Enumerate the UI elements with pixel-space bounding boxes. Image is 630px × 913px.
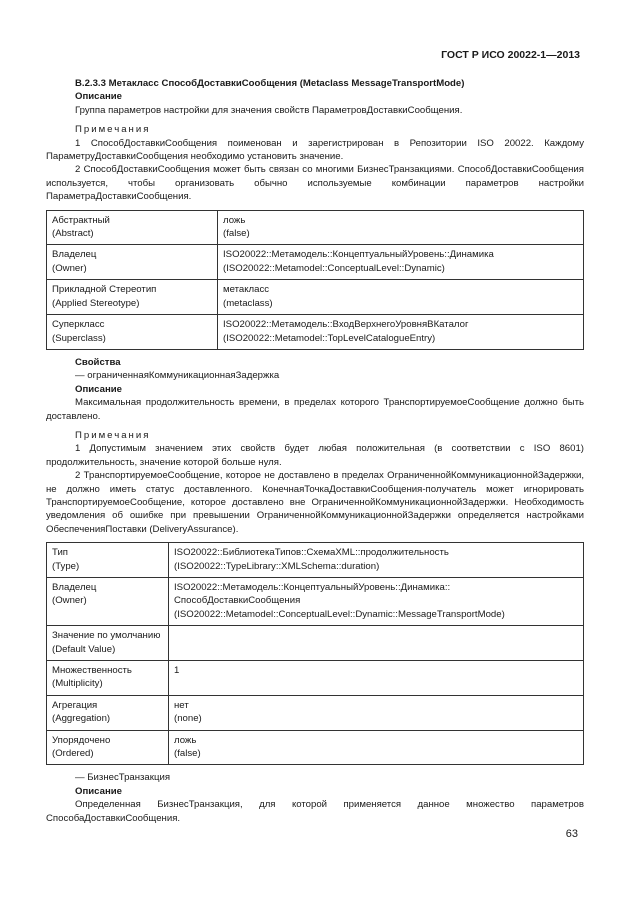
attribute-name-cell — [47, 210, 218, 245]
attribute-name-ru: Тип — [52, 547, 68, 559]
attribute-name-ru: Множественность — [52, 665, 132, 677]
attribute-value-cell — [218, 210, 584, 245]
property-attributes-table — [46, 542, 584, 765]
document-header: ГОСТ Р ИСО 20022-1—2013 — [441, 49, 580, 61]
note-text: 1 СпособДоставкиСообщения поименован и зарегистрирован в Репозитории ISO 20022. Каждому ПараметруДоставкиСообщения необходимо установить значение. — [46, 137, 584, 163]
attribute-name-en: (Type) — [52, 560, 80, 572]
attribute-name-en: (Owner) — [52, 262, 87, 274]
attribute-name-cell — [47, 543, 169, 578]
attribute-value-cell — [169, 626, 584, 661]
table-row — [47, 543, 584, 578]
attribute-value-cell — [169, 730, 584, 765]
attribute-name-en: (Multiplicity) — [52, 678, 103, 690]
attribute-value-line: ISO20022::Метамодель::ВходВерхнегоУровняВКаталог — [223, 319, 469, 331]
note-text: 2 ТранспортируемоеСообщение, которое не доставлено в пределах ОграниченнойКоммуникационнойЗадержки, не должно иметь статус доставленного. КонечнаяТочкаДоставкиСообщения-получатель может игнорировать ТранспортируемоеСообщение, которое доставлено вне ОграниченнойКоммуникационнойЗадержки. Необходимость уведомления об ошибке при превышении ОграниченнойКоммуникационнойЗадержки определяется настройками ОбеспеченияПоставки (DeliveryAssurance). — [46, 470, 584, 535]
description-heading: Описание — [75, 91, 122, 103]
attribute-name-en: (Superclass) — [52, 332, 106, 344]
attribute-name-ru: Значение по умолчанию — [52, 630, 161, 642]
attribute-name-en: (Applied Stereotype) — [52, 297, 140, 309]
attribute-value-line: (ISO20022::Metamodel::ConceptualLevel::Dynamic::MessageTransportMode) — [174, 608, 505, 620]
attribute-value-cell — [169, 661, 584, 696]
attribute-name-en: (Aggregation) — [52, 713, 111, 725]
attribute-value-line: ложь — [174, 734, 197, 746]
table-row — [47, 730, 584, 765]
properties-heading: Свойства — [75, 356, 121, 368]
attribute-value-line: нет — [174, 699, 189, 711]
attribute-name-en: (Owner) — [52, 595, 87, 607]
table-row — [47, 245, 584, 280]
table-row — [47, 210, 584, 245]
description-heading: Описание — [75, 383, 122, 395]
attribute-name-cell — [47, 315, 218, 350]
attribute-value-line: ISO20022::Метамодель::КонцептуальныйУровень::Динамика — [223, 249, 494, 261]
page-content — [46, 77, 584, 825]
attribute-value-line: (none) — [174, 713, 202, 725]
notes-heading: Примечания — [75, 429, 151, 441]
attribute-name-ru: Прикладной Стереотип — [52, 284, 157, 296]
attribute-name-ru: Упорядочено — [52, 734, 111, 746]
attribute-name-ru: Агрегация — [52, 699, 98, 711]
description-text: Максимальная продолжительность времени, в пределах которого ТранспортируемоеСообщение должно быть доставлено. — [46, 397, 584, 422]
attribute-value-line: (ISO20022::TypeLibrary::XMLSchema::duration) — [174, 560, 380, 572]
description-heading: Описание — [75, 785, 122, 797]
attribute-value-line: (ISO20022::Metamodel::ConceptualLevel::Dynamic) — [223, 262, 445, 274]
table-row — [47, 578, 584, 626]
attribute-name-cell — [47, 695, 169, 730]
section-title: B.2.3.3 Метакласс СпособДоставкиСообщения (Metaclass MessageTransportMode) — [75, 78, 465, 89]
note-text: 2 СпособДоставкиСообщения может быть связан со многими БизнесТранзакциями. СпособДоставкиСообщения используется, чтобы организовать обычно используемые комбинации параметров настройки ПараметраДоставкиСообщения. — [46, 164, 584, 203]
attribute-value-line: (false) — [223, 228, 250, 240]
attribute-value-cell — [218, 245, 584, 280]
attribute-value-line: метакласс — [223, 284, 270, 296]
attribute-value-cell — [169, 578, 584, 626]
attribute-value-cell — [218, 315, 584, 350]
table-row — [47, 695, 584, 730]
table-row — [47, 280, 584, 315]
attribute-value-line: ложь — [223, 214, 246, 226]
attribute-name-cell — [47, 280, 218, 315]
attribute-value-line: СпособДоставкиСообщения — [174, 595, 301, 607]
notes-heading: Примечания — [75, 124, 151, 136]
attribute-value-line: (ISO20022::Metamodel::TopLevelCatalogueEntry) — [223, 332, 436, 344]
attribute-value-line: 1 — [174, 665, 180, 677]
attribute-name-en: (Abstract) — [52, 228, 94, 240]
description-text: Группа параметров настройки для значения свойств ПараметровДоставкиСообщения. — [75, 104, 463, 116]
attribute-value-line: ISO20022::БиблиотекаТипов::СхемаXML::продолжительность — [174, 547, 449, 559]
attribute-name-cell — [47, 730, 169, 765]
table-row — [47, 626, 584, 661]
table-row — [47, 661, 584, 696]
property-name: — БизнесТранзакция — [75, 772, 171, 784]
property-name: — ограниченнаяКоммуникационнаяЗадержка — [75, 370, 280, 382]
attribute-name-cell — [47, 661, 169, 696]
attribute-value-cell — [169, 543, 584, 578]
attribute-value-line: (false) — [174, 748, 201, 760]
attribute-name-cell — [47, 245, 218, 280]
attribute-name-ru: Владелец — [52, 249, 97, 261]
attribute-value-line: (metaclass) — [223, 297, 273, 309]
attribute-name-cell — [47, 578, 169, 626]
table-row — [47, 315, 584, 350]
attribute-value-cell — [169, 695, 584, 730]
attribute-name-en: (Default Value) — [52, 643, 116, 655]
attribute-name-ru: Суперкласс — [52, 319, 105, 331]
attribute-name-ru: Абстрактный — [52, 214, 110, 226]
attribute-name-ru: Владелец — [52, 582, 97, 593]
attribute-name-cell — [47, 626, 169, 661]
note-text: 1 Допустимым значением этих свойств будет любая положительная (в соответствии с ISO 8601) продолжительность, значение которой больше нуля. — [46, 443, 584, 468]
attribute-value-line: ISO20022::Метамодель::КонцептуальныйУровень::Динамика:: — [174, 582, 451, 593]
attribute-value-cell — [218, 280, 584, 315]
page-number: 63 — [565, 828, 578, 840]
description-text: Определенная БизнесТранзакция, для которой применяется данное множество параметров СпособаДоставкиСообщения. — [46, 799, 584, 824]
metaclass-properties-table — [46, 210, 584, 350]
attribute-name-en: (Ordered) — [52, 748, 94, 760]
